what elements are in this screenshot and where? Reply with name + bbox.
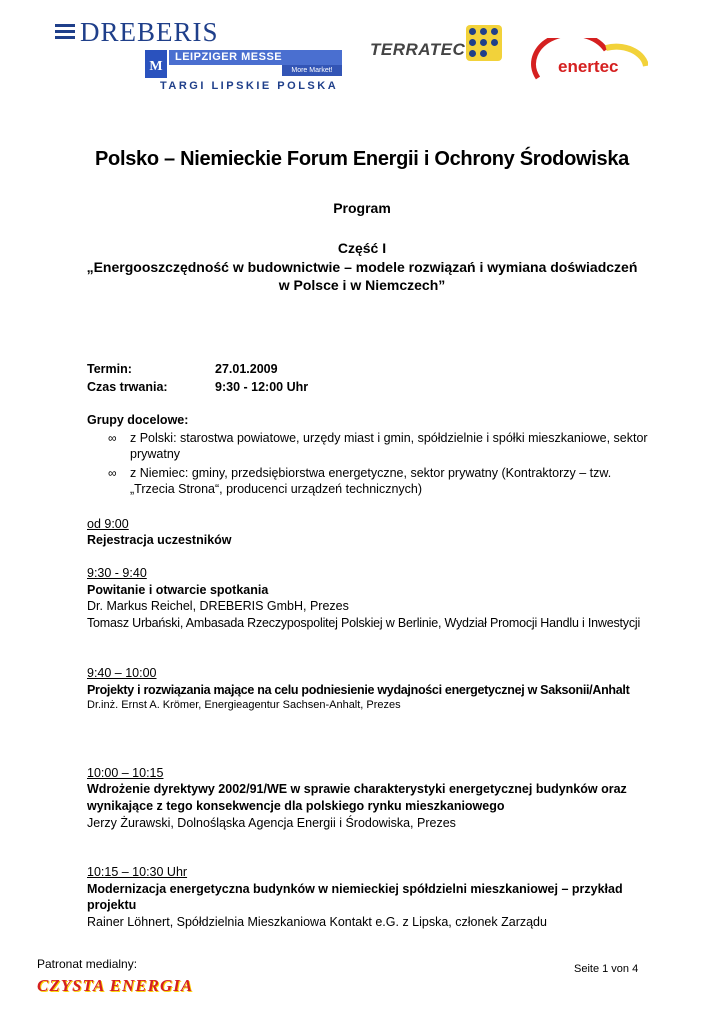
grupy-item-1-line-2: prywatny [130,447,181,461]
czas-value: 9:30 - 12:00 Uhr [215,380,309,394]
enertec-label: enertec [558,57,619,76]
agenda-title: Modernizacja energetyczna budynków w niemieckiej spółdzielni mieszkaniowej – przykład [87,882,623,896]
bullet-icon: ∞ [108,466,117,480]
czysta-energia-logo: CZYSTA ENERGIA [37,976,194,995]
grupy-item-2-line-1: z Niemiec: gminy, przedsiębiorstwa energetyczne, sektor prywatny (Kontraktorzy – tzw. [130,466,612,480]
agenda-time: 9:30 - 9:40 [87,566,147,580]
program-heading: Program [333,200,391,216]
agenda-time: 10:15 – 10:30 Uhr [87,865,188,879]
agenda-time: 10:00 – 10:15 [87,766,164,780]
more-market-label: More Market! [282,65,342,76]
agenda-speaker: Jerzy Żurawski, Dolnośląska Agencja Energii i Środowiska, Prezes [87,816,456,830]
patronat-label: Patronat medialny: [37,957,138,971]
leipziger-messe-icon [145,50,167,78]
agenda-speaker: Dr. Markus Reichel, DREBERIS GmbH, Prezes [87,599,349,613]
subtitle-line-2: w Polsce i w Niemczech” [278,277,446,293]
grupy-item-1-line-1: z Polski: starostwa powiatowe, urzędy miast i gmin, spółdzielnie i spółki mieszkaniowe, sektor [130,431,648,445]
agenda-speaker: Tomasz Urbański, Ambasada Rzeczypospolitej Polskiej w Berlinie, Wydział Promocji Handlu i Inwestycji [87,616,641,630]
svg-text:M: M [149,59,163,74]
agenda-title: Powitanie i otwarcie spotkania [87,583,269,597]
agenda-speaker: Rainer Löhnert, Spółdzielnia Mieszkaniowa Kontakt e.G. z Lipska, członek Zarządu [87,915,547,929]
agenda-speaker: Dr.inż. Ernst A. Krömer, Energieagentur Sachsen-Anhalt, Prezes [87,699,401,711]
enertec-logo [528,38,648,90]
leipziger-messe-logo [169,50,342,76]
agenda-title: Wdrożenie dyrektywy 2002/91/WE w sprawie charakterystyki energetycznej budynków oraz [87,782,627,796]
agenda-title-cont: wynikające z tego konsekwencje dla polskiego rynku mieszkaniowego [87,799,505,813]
agenda-time: od 9:00 [87,517,129,531]
agenda-title-cont: projektu [87,898,137,912]
dreberis-logo: DREBERIS [80,17,219,47]
termin-value: 27.01.2009 [215,362,278,376]
targi-lipskie-label: TARGI LIPSKIE POLSKA [160,80,339,92]
agenda-title: Projekty i rozwiązania mające na celu podniesienie wydajności energetycznej w Saksonii/Anhalt [87,683,630,697]
leipziger-messe-label: LEIPZIGER MESSE [169,50,342,65]
grupy-label: Grupy docelowe: [87,413,189,427]
subtitle-line-1: „Energooszczędność w budownictwie – modele rozwiązań i wymiana doświadczeń [86,259,638,275]
agenda-title: Rejestracja uczestników [87,533,232,547]
termin-label: Termin: [87,362,132,376]
agenda-time: 9:40 – 10:00 [87,666,157,680]
grupy-item-2-line-2: „Trzecia Strona“, producenci urządzeń technicznych) [130,482,423,496]
page-number: Seite 1 von 4 [574,963,639,975]
terratec-dots-icon [466,25,502,61]
terratec-logo: TERRATEC [370,40,466,59]
page-title: Polsko – Niemieckie Forum Energii i Ochrony Środowiska [95,148,629,170]
bullet-icon: ∞ [108,431,117,445]
czas-label: Czas trwania: [87,380,168,394]
dreberis-logo-mark [55,22,75,42]
part-heading: Część I [337,240,387,256]
